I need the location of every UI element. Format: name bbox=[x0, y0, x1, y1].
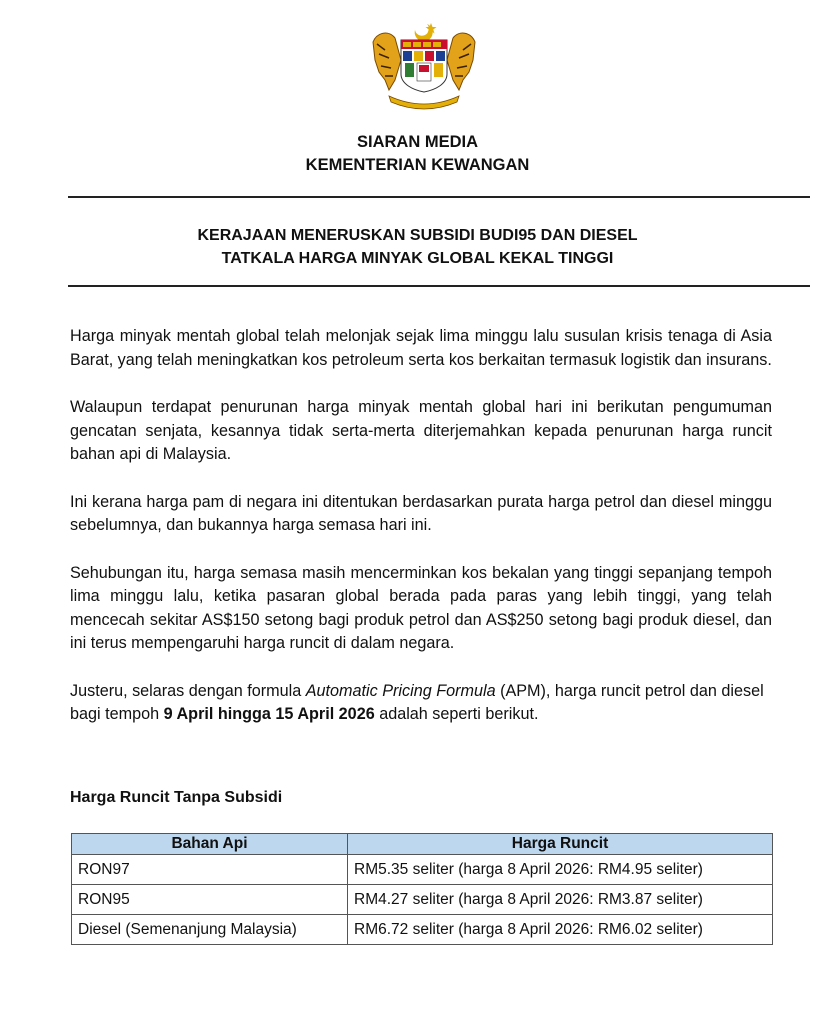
price-cell: RM5.35 seliter (harga 8 April 2026: RM4.95 seliter) bbox=[348, 855, 773, 885]
table-row bbox=[72, 915, 773, 945]
column-header-fuel: Bahan Api bbox=[72, 834, 348, 855]
bottom-divider bbox=[68, 285, 810, 287]
paragraph-5-text-c: adalah seperti berikut. bbox=[374, 705, 539, 723]
price-cell: RM6.72 seliter (harga 8 April 2026: RM6.02 seliter) bbox=[348, 915, 773, 945]
paragraph-4: Sehubungan itu, harga semasa masih mencerminkan kos bekalan yang tinggi sepanjang tempoh lima minggu lalu, ketika pasaran global berada pada paras yang lebih tinggi, yang telah mencecah sekitar AS$150 setong bagi produk petrol dan AS$250 setong bagi produk diesel, dan ini terus mempengaruhi harga runcit di dalam negara. bbox=[70, 563, 772, 652]
header-line-2: KEMENTERIAN KEWANGAN bbox=[305, 156, 530, 174]
title-line-2: TATKALA HARGA MINYAK GLOBAL KEKAL TINGGI bbox=[221, 250, 614, 267]
date-range: 9 April hingga 15 April 2026 bbox=[163, 705, 375, 723]
top-divider bbox=[68, 196, 810, 198]
press-title bbox=[0, 224, 835, 270]
price-cell: RM4.27 seliter (harga 8 April 2026: RM3.87 seliter) bbox=[348, 885, 773, 915]
paragraph-2: Walaupun terdapat penurunan harga minyak mentah global hari ini berikutan pengumuman gencatan senjata, kesannya tidak serta-merta diterjemahkan kepada penurunan harga runcit bahan api di Malaysia. bbox=[70, 398, 772, 463]
table-row bbox=[72, 855, 773, 885]
header-line-1: SIARAN MEDIA bbox=[356, 133, 478, 151]
column-header-price: Harga Runcit bbox=[348, 834, 773, 855]
table-row bbox=[72, 885, 773, 915]
apm-term: Automatic Pricing Formula bbox=[305, 681, 496, 700]
fuel-cell: RON97 bbox=[72, 855, 348, 885]
paragraph-5 bbox=[70, 680, 772, 727]
body-content bbox=[70, 325, 772, 751]
malaysia-coat-of-arms-icon bbox=[365, 20, 483, 110]
media-release-header bbox=[0, 131, 835, 177]
paragraph-5-text-b: (APM), harga runcit petrol dan diesel bagi tempoh bbox=[70, 681, 764, 723]
paragraph-3: Ini kerana harga pam di negara ini ditentukan berdasarkan purata harga petrol dan diesel minggu sebelumnya, dan bukannya harga semasa hari ini. bbox=[70, 492, 772, 534]
section-heading: Harga Runcit Tanpa Subsidi bbox=[70, 789, 283, 806]
paragraph-1: Harga minyak mentah global telah melonjak sejak lima minggu lalu susulan krisis tenaga di Asia Barat, yang telah meningkatkan kos petroleum serta kos berkaitan termasuk logistik dan insurans. bbox=[70, 327, 772, 369]
paragraph-5-text-a: Justeru, selaras dengan formula bbox=[70, 681, 306, 700]
title-line-1: KERAJAAN MENERUSKAN SUBSIDI BUDI95 DAN DIESEL bbox=[197, 227, 638, 244]
fuel-cell: Diesel (Semenanjung Malaysia) bbox=[72, 915, 348, 945]
fuel-price-table bbox=[71, 833, 773, 945]
fuel-cell: RON95 bbox=[72, 885, 348, 915]
table-header-row bbox=[72, 834, 773, 855]
